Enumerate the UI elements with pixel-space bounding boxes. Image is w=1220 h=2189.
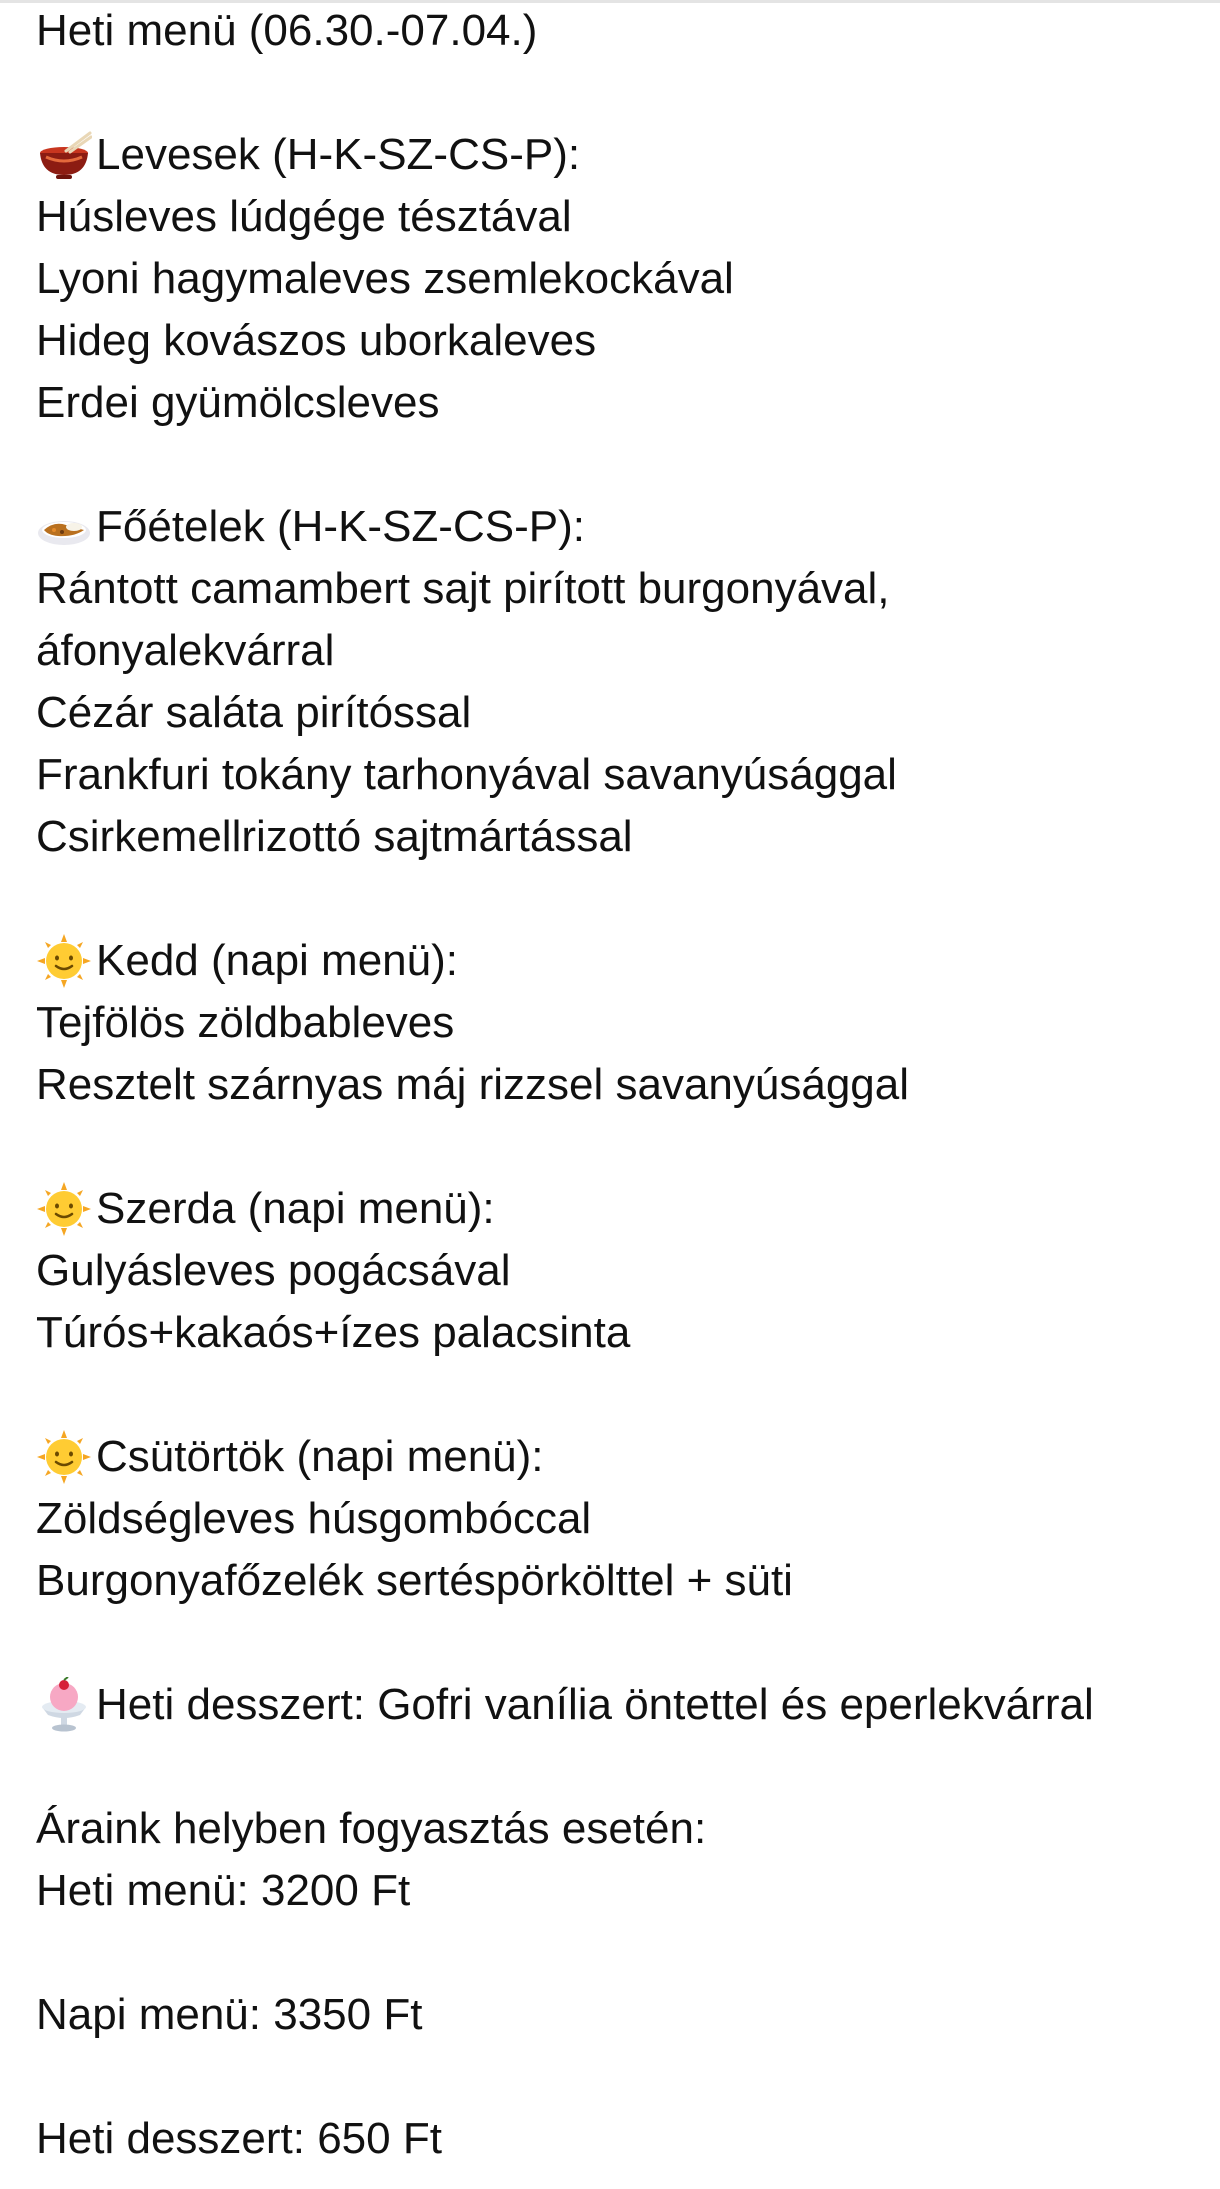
prices-heading: Áraink helyben fogyasztás esetén: [36,1804,707,1853]
soup-item: Lyoni hagymaleves zsemlekockával [36,254,734,303]
main-item: Frankfuri tokány tarhonyával savanyúsággal [36,750,897,799]
tuesday-item: Tejfölös zöldbableves [36,998,455,1047]
sun-face-emoji-icon [36,1181,92,1237]
main-item: Csirkemellrizottó sajtmártással [36,812,633,861]
soup-bowl-emoji-icon [36,127,92,183]
dessert-row [36,1674,1206,1736]
tuesday-heading-row [36,930,1206,992]
tuesday-item: Resztelt szárnyas máj rizzsel savanyúsággal [36,1060,910,1109]
spacer [36,62,1206,124]
main-item: Rántott camambert sajt pirított burgonyával, [36,564,890,613]
spacer [36,434,1206,496]
soup-item: Hideg kovászos uborkaleves [36,316,597,365]
thursday-heading: Csütörtök (napi menü): [96,1432,544,1481]
wednesday-item: Túrós+kakaós+ízes palacsinta [36,1308,631,1357]
soup-item: Erdei gyümölcsleves [36,378,440,427]
spacer [36,2046,1206,2108]
main-item: áfonyalekvárral [36,626,335,675]
menu-post-text [36,0,1206,2170]
thursday-item: Zöldségleves húsgombóccal [36,1494,592,1543]
weekly-menu-price: Heti menü: 3200 Ft [36,1866,411,1915]
curry-rice-emoji-icon [36,499,92,555]
wednesday-item: Gulyásleves pogácsával [36,1246,511,1295]
wednesday-heading: Szerda (napi menü): [96,1184,495,1233]
tuesday-heading: Kedd (napi menü): [96,936,458,985]
thursday-heading-row [36,1426,1206,1488]
spacer [36,868,1206,930]
daily-menu-price: Napi menü: 3350 Ft [36,1990,423,2039]
mains-heading: Főételek (H-K-SZ-CS-P): [96,502,585,551]
spacer [36,1736,1206,1798]
menu-title: Heti menü (06.30.-07.04.) [36,6,538,55]
wednesday-heading-row [36,1178,1206,1240]
weekly-dessert-price: Heti desszert: 650 Ft [36,2114,442,2163]
spacer [36,1612,1206,1674]
mains-heading-row [36,496,1206,558]
sun-face-emoji-icon [36,933,92,989]
thursday-item: Burgonyafőzelék sertéspörkölttel + süti [36,1556,793,1605]
dessert-text: Heti desszert: Gofri vanília öntettel és eperlekvárral [96,1680,1094,1729]
soup-item: Húsleves lúdgége tésztával [36,192,572,241]
soups-heading: Levesek (H-K-SZ-CS-P): [96,130,581,179]
spacer [36,1922,1206,1984]
spacer [36,1116,1206,1178]
spacer [36,1364,1206,1426]
soups-heading-row [36,124,1206,186]
sun-face-emoji-icon [36,1429,92,1485]
main-item: Cézár saláta pirítóssal [36,688,472,737]
ice-cream-emoji-icon [36,1677,92,1733]
